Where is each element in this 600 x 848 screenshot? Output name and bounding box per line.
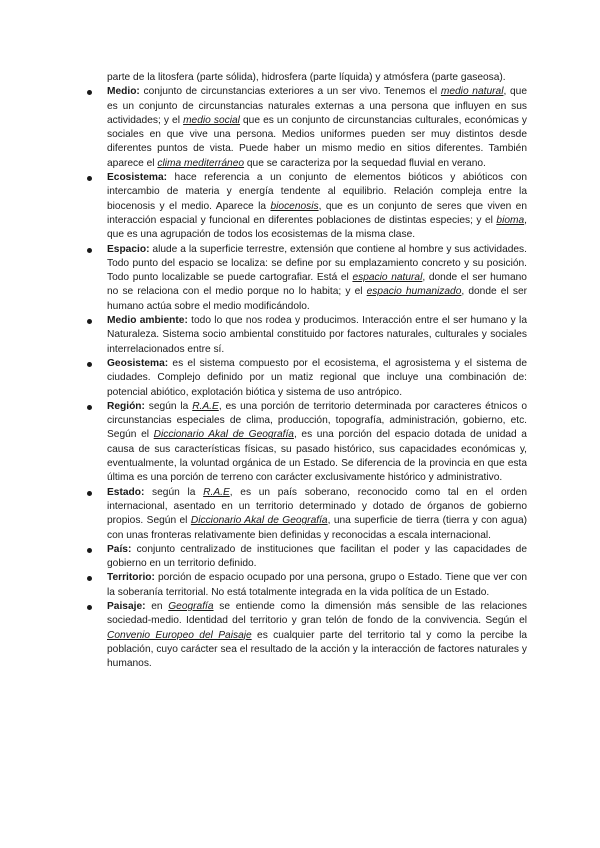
definition-text: , es una porción del espacio dotada de unidad a causa de sus características físicas, su pasado histórico, sus capacidades económicas y, eventualmente, la voluntad orgánica de un Estado. Se diferencia de la provincia en que esta última es una porción de terreno con carácter exclusivamente histórico y administrativo. [107, 429, 527, 484]
definition-text: conjunto centralizado de instituciones que facilitan el poder y las capacidades de gobierno en un territorio definido. [107, 543, 527, 570]
definition-item [87, 486, 527, 543]
definition-text: que se caracteriza por la sequedad fluvial en verano. [244, 157, 486, 169]
definition-item [87, 543, 527, 572]
definition-item [87, 571, 527, 600]
definition-item [87, 314, 527, 357]
definition-term: Territorio: [107, 572, 155, 584]
definition-item [87, 85, 527, 171]
continuation-paragraph: parte de la litosfera (parte sólida), hidrosfera (parte líquida) y atmósfera (parte gaseosa). [107, 72, 506, 83]
definition-text: , donde el ser humano no se relaciona con el medio porque no lo habita; y el [107, 272, 527, 298]
definition-text: , que es una agrupación de todos los ecosistemas de la misma clase. [107, 214, 527, 241]
reference-term: Diccionario Akal de Geografía [153, 429, 294, 441]
bullet-icon [87, 248, 92, 253]
definition-term: Estado: [107, 486, 145, 498]
definition-text: , es una porción de territorio determinada por caracteres étnicos o circunstancias especiales de clima, producción, topografía, administración, gobierno, etc. Según el [107, 400, 527, 441]
definition-term: Ecosistema: [107, 172, 168, 184]
definition-term: País: [107, 543, 132, 555]
bullet-icon [87, 176, 92, 181]
reference-term: bioma [496, 214, 525, 226]
bullet-icon [87, 605, 92, 610]
definition-text: porción de espacio ocupado por una persona, grupo o Estado. Tiene que ver con la soberanía territorial. No está totalmente integrada en la vida política de un Estado. [107, 572, 527, 598]
definition-text: , que es un conjunto de seres que viven en interacción espacial y funcional en diferentes poblaciones de distintas especies; y el [107, 200, 528, 226]
definition-text: , donde el ser humano actúa sobre el medio modificándolo. [107, 286, 528, 312]
definition-item [87, 357, 527, 400]
definition-text: todo lo que nos rodea y producimos. Interacción entre el ser humano y la Naturaleza. Sistema socio ambiental constituido por factores naturales, culturales y sociales interrelacionados entre sí. [107, 315, 527, 355]
definition-text: es el sistema compuesto por el ecosistema, el agrosistema y el sistema de ciudades. Complejo definido por un matiz regional que incluye una combinación de: potencial abiótico, explotación biótica y sistema de uso antrópico. [107, 357, 527, 398]
reference-term: medio natural [440, 86, 504, 98]
document-page [87, 71, 527, 671]
reference-term: R.A.E [203, 486, 230, 498]
definition-item [87, 600, 527, 671]
reference-term: Diccionario Akal de Geografía [190, 515, 328, 527]
bullet-icon [87, 491, 92, 496]
definition-text: , una superficie de tierra (tierra y con agua) con unas fronteras relativamente bien definidas y reconocidas a escala internacional. [107, 515, 528, 541]
bullet-icon [87, 548, 92, 553]
definition-text: según la [144, 400, 193, 412]
bullet-icon [87, 362, 92, 367]
definition-list [87, 85, 527, 671]
definition-item [87, 171, 527, 242]
reference-term: biocenosis [270, 200, 319, 212]
definition-text: , es un país soberano, reconocido como tal en el orden internacional, asentado en un territorio determinado y dotado de órganos de gobierno propios. Según el [107, 486, 527, 527]
definition-item [87, 243, 527, 314]
definition-term: Región: [107, 400, 145, 412]
reference-term: Geografía [168, 600, 214, 612]
definition-item [87, 400, 527, 486]
definition-text: que es un conjunto de circunstancias culturales, económicas y sociales en que vive una persona. Medios uniformes pueden ser muy distintos desde diferentes puntos de vista. Puede haber un mismo medio en sitios diferentes. También aparece el [107, 114, 528, 169]
definition-text: hace referencia a un conjunto de elementos bióticos y abióticos con intercambio de materia y energía tendente al equilibrio. Relación compleja entre la biocenosis y el medio. Aparece la [107, 172, 527, 212]
definition-text: alude a la superficie terrestre, extensión que contiene al hombre y sus actividades. Todo punto del espacio se localiza: se define por su emplazamiento concreto y su posición. Todo punto localizable se puede cartografiar. Está el [107, 243, 527, 284]
definition-term: Medio: [107, 86, 140, 98]
bullet-icon [87, 405, 92, 410]
reference-term: espacio humanizado [366, 286, 462, 298]
bullet-icon [87, 90, 92, 95]
reference-term: espacio natural [352, 272, 423, 284]
definition-term: Espacio: [107, 243, 150, 255]
definition-text: en [145, 600, 169, 612]
definition-text: se entiende como la dimensión más sensible de las relaciones sociedad-medio. Identidad del territorio y gran telón de fondo de la convivencia. Según el [107, 600, 527, 627]
reference-term: Convenio Europeo del Paisaje [107, 629, 252, 641]
reference-term: medio social [183, 114, 240, 126]
definition-text: es cualquier parte del territorio tal y como la percibe la población, cuyo carácter sea el resultado de la acción y la interacción de factores naturales y humanos. [107, 629, 528, 670]
reference-term: R.A.E [192, 400, 219, 412]
definition-text: según la [144, 486, 204, 498]
definition-text: conjunto de circunstancias exteriores a un ser vivo. Tenemos el [139, 86, 441, 98]
definition-term: Medio ambiente: [107, 315, 188, 327]
bullet-icon [87, 319, 92, 324]
reference-term: clima mediterráneo [157, 157, 245, 169]
definition-term: Geosistema: [107, 357, 169, 369]
definition-text: , que es un conjunto de circunstancias naturales externas a una persona que influyen en sus actividades; y el [107, 86, 527, 126]
bullet-icon [87, 576, 92, 581]
definition-term: Paisaje: [107, 600, 146, 612]
